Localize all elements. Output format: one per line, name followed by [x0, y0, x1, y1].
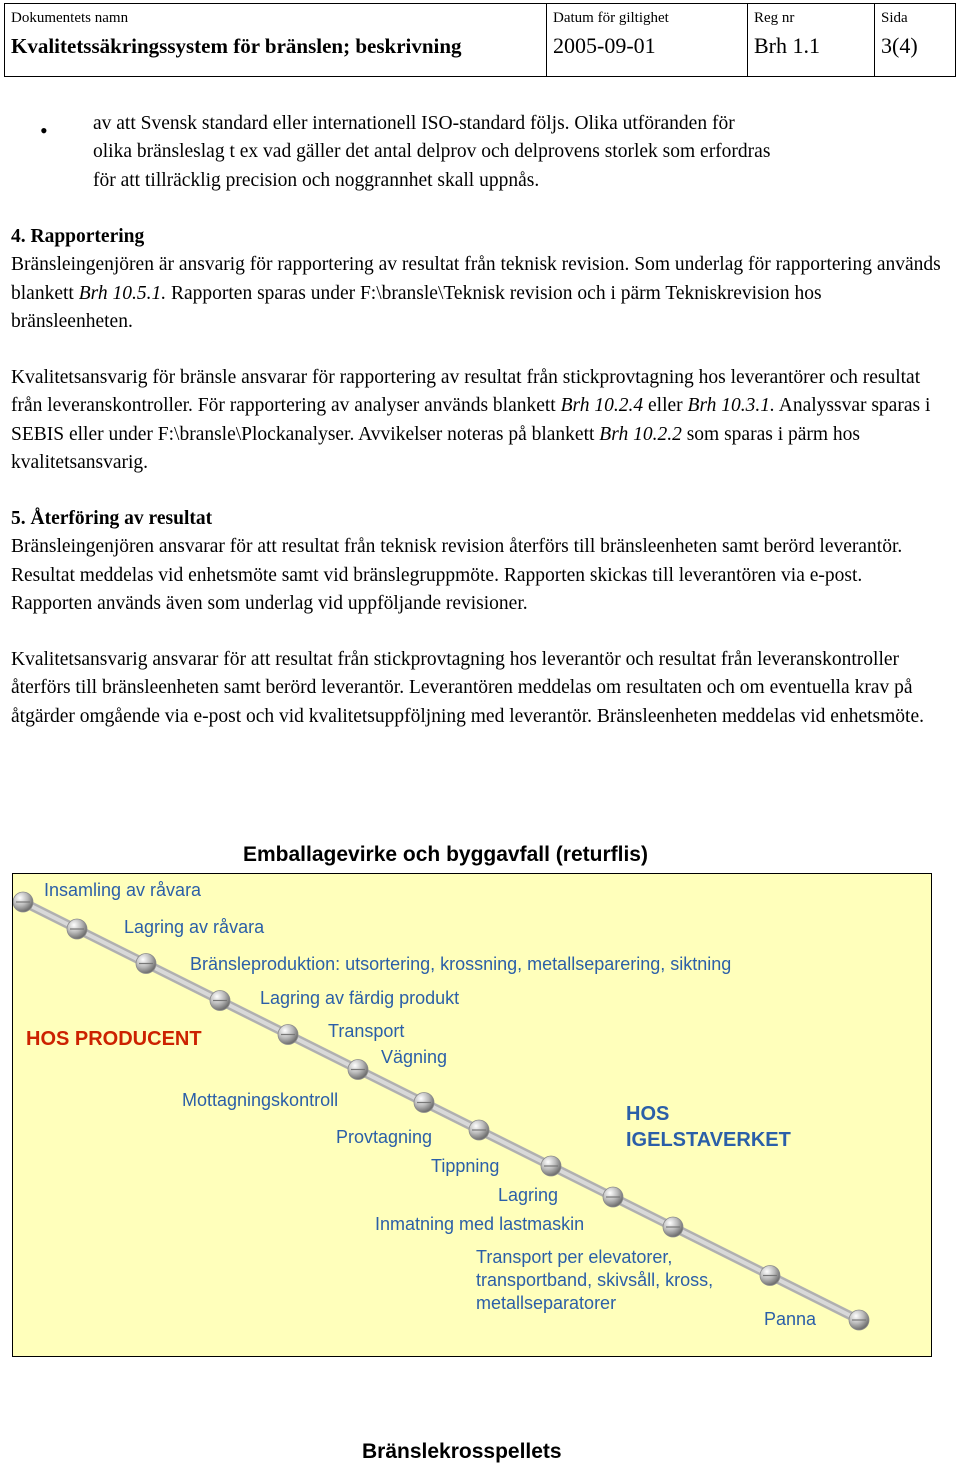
step-label: Insamling av råvara [44, 880, 202, 900]
reg-cell [747, 4, 874, 76]
step-label: Panna [764, 1309, 817, 1329]
step-label: Lagring av färdig produkt [260, 988, 460, 1008]
text-run: Rapporten sparas under F:\bransle\Teknisk revision och i pärm Tekniskrevision hos bränsleenheten. [11, 282, 822, 332]
page-value: 3(4) [881, 33, 918, 58]
diagram-title: Emballagevirke och byggavfall (returflis) [243, 843, 648, 866]
plant-label: HOS IGELSTAVERKET [626, 1103, 791, 1151]
section-4-paragraph-1 [11, 251, 946, 336]
bullet-line: olika bränsleslag t ex vad gäller det antal delprov och delprovens storlek som erfordras [93, 141, 771, 163]
section-5 [11, 505, 946, 731]
text-run: Kvalitetsansvarig för bränsle ansvarar för rapportering av resultat från stickprovtagning hos leverantörer och resultat från leveranskontroller. För rapportering av analyser används blankett [11, 367, 921, 417]
footer-title: Bränslekrosspellets [362, 1440, 562, 1463]
document-header [4, 3, 956, 77]
text-run: som sparas i pärm hos kvalitetsansvarig. [11, 423, 861, 474]
step-label: Bränsleproduktion: utsortering, krossning, metallseparering, siktning [190, 954, 732, 974]
date-label: Datum för giltighet [553, 10, 669, 26]
bullet-line: av att Svensk standard eller internationell ISO-standard följs. Olika utföranden för [93, 113, 735, 134]
form-reference: Brh 10.5.1. [78, 282, 167, 304]
step-label: Transport [328, 1021, 405, 1041]
step-label: Inmatning med lastmaskin [375, 1214, 585, 1234]
step-label: Transport per elevatorer, transportband, skivsåll, kross, metallseparatorer [476, 1247, 714, 1313]
section-5-paragraph-1: Bränsleingenjören ansvarar för att resultat från teknisk revision återförs till bränsleenheten samt berörd leverantör. Resultat meddelas vid enhetsmöte samt vid bränslegruppmöte. Rapporten skickas till leverantören via e-post. Rapporten används även som underlag vid uppföljande revisioner. [11, 536, 903, 614]
step-label: Tippning [431, 1156, 500, 1176]
section-5-heading: 5. Återföring av resultat [11, 508, 213, 529]
form-reference: Brh 10.3.1. [687, 395, 775, 417]
doc-name-cell [5, 4, 546, 76]
doc-name-label: Dokumentets namn [11, 10, 129, 26]
form-reference: Brh 10.2.4 [560, 395, 644, 417]
reg-label: Reg nr [754, 10, 795, 26]
date-value: 2005-09-01 [553, 33, 656, 58]
form-reference: Brh 10.2.2 [599, 423, 682, 445]
step-label: Provtagning [336, 1127, 433, 1147]
section-5-paragraph-2: Kvalitetsansvarig ansvarar för att resultat från stickprovtagning hos leverantör och resultat från leveranskontroller återförs till bränsleenheten samt berörd leverantör. Leverantören meddelas om resultaten och om eventuella krav på åtgärder omgående via e-post och vid kvalitetsuppföljning med leverantör. Bränsleenheten meddelas vid enhetsmöte. [11, 649, 924, 727]
bullet-paragraph [93, 110, 943, 195]
bullet-dot: • [40, 118, 48, 143]
process-diagram [12, 873, 932, 1357]
step-label: Lagring [498, 1185, 559, 1205]
doc-name: Kvalitetssäkringssystem för bränslen; beskrivning [11, 34, 462, 58]
step-label: Vägning [381, 1047, 448, 1067]
page-cell [874, 4, 955, 76]
step-label: Lagring av råvara [124, 917, 265, 937]
step-label: Mottagningskontroll [182, 1090, 339, 1110]
text-run: Bränsleingenjören är ansvarig för rapportering av resultat från teknisk revision. Som underlag för rapportering används blankett [11, 254, 941, 304]
section-4-paragraph-2 [11, 364, 946, 477]
text-run: eller [643, 395, 688, 417]
text-run: Analyssvar sparas i SEBIS eller under F:\bransle\Plockanalyser. Avvikelser noteras på blankett [11, 395, 931, 445]
section-4-heading: 4. Rapportering [11, 226, 145, 247]
date-cell [546, 4, 747, 76]
page-label: Sida [881, 10, 908, 26]
bullet-line: för att tillräcklig precision och noggrannhet skall uppnås. [93, 169, 540, 191]
producer-label: HOS PRODUCENT [26, 1028, 202, 1050]
section-4 [11, 223, 946, 477]
reg-value: Brh 1.1 [754, 33, 820, 58]
